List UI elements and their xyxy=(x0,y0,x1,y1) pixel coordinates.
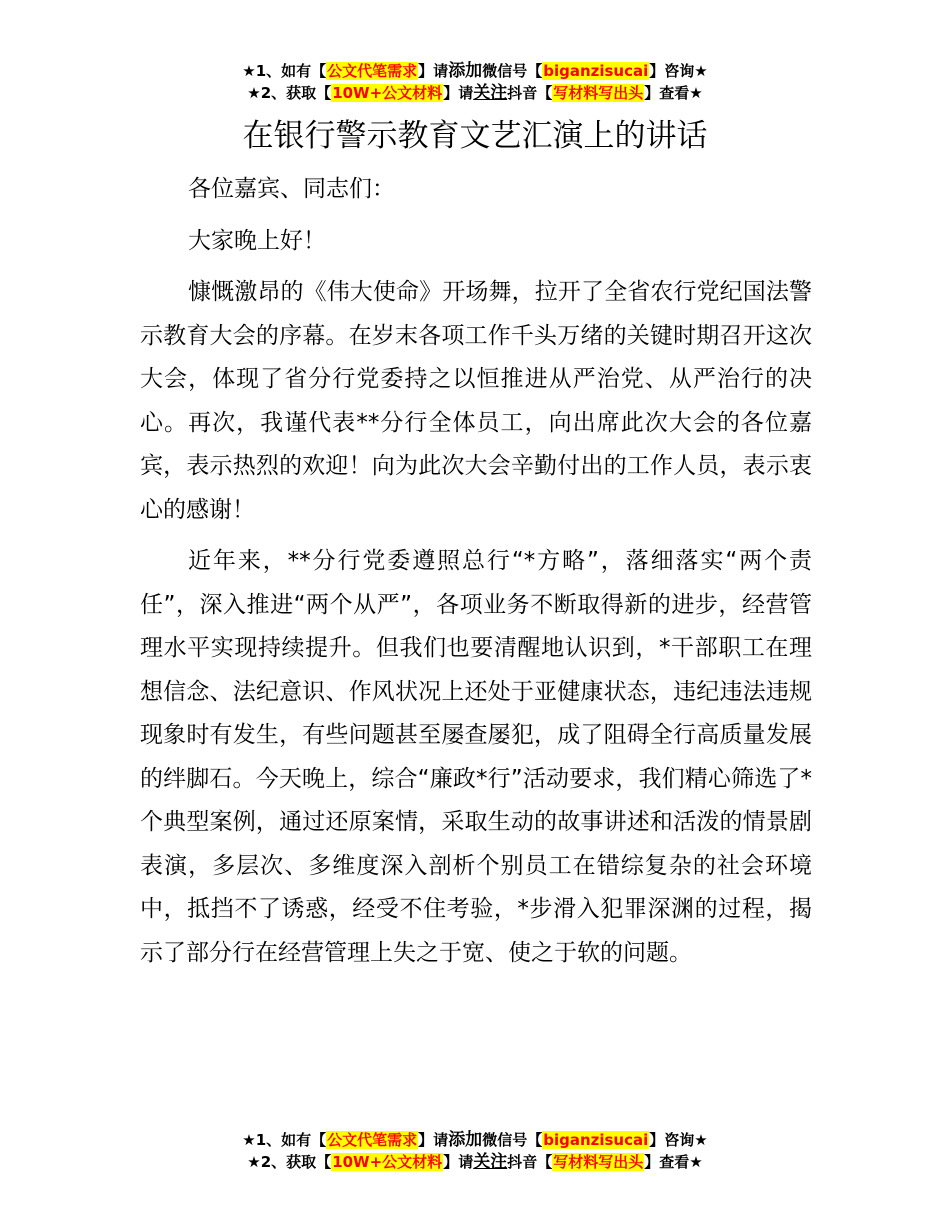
banner-emphasis: 添加 xyxy=(448,61,483,81)
body-paragraph: 慷慨激昂的《伟大使命》开场舞，拉开了全省农行党纪国法警示教育大会的序幕。在岁末各项工作千头万绪的关键时期召开这次大会，体现了省分行党委持之以恒推进从严治党、从严治行的决心。再次，我谨代表**分行全体员工，向出席此次大会的各位嘉宾，表示热烈的欢迎！向为此次大会辛勤付出的工作人员，表示衷心的感谢！ xyxy=(140,279,812,523)
document-title: 在银行警示教育文艺汇演上的讲话 xyxy=(242,118,708,154)
document-body xyxy=(140,168,812,983)
banner-text: 】查看★ xyxy=(644,84,703,102)
banner-emphasis: 关注 xyxy=(473,1152,508,1172)
banner-line-1 xyxy=(0,60,950,82)
body-paragraph: 近年来，**分行党委遵照总行“*方略”，落细落实“两个责任”，深入推进“两个从严”，各项业务不断取得新的进步，经营管理水平实现持续提升。但我们也要清醒地认识到，*干部职工在理想信念、法纪意识、作风状况上还处于亚健康状态，违纪违法违规现象时有发生，有些问题甚至屡查屡犯，成了阻碍全行高质量发展的绊脚石。今天晚上，综合“廉政*行”活动要求，我们精心筛选了*个典型案例，通过还原案情，采取生动的故事讲述和活泼的情景剧表演，多层次、多维度深入剖析个别员工在错综复杂的社会环境中，抵挡不了诱惑，经受不住考验，*步滑入犯罪深渊的过程，揭示了部分行在经营管理上失之于宽、使之于软的问题。 xyxy=(140,548,812,966)
banner-text: 】咨询★ xyxy=(649,1131,708,1149)
banner-text: 】请 xyxy=(418,1131,449,1149)
banner-emphasis: 添加 xyxy=(448,1130,483,1150)
banner-emphasis: 关注 xyxy=(473,83,508,103)
header-banner xyxy=(0,60,950,104)
banner-line-2 xyxy=(0,1151,950,1173)
banner-highlight: 公文代笔需求 xyxy=(327,1131,418,1149)
banner-text: 微信号【 xyxy=(482,1131,543,1149)
banner-text: 】查看★ xyxy=(644,1153,703,1171)
banner-text: 】请 xyxy=(443,84,474,102)
banner-text: 】请 xyxy=(418,62,449,80)
banner-text: 微信号【 xyxy=(482,62,543,80)
banner-text: ★1、如有【 xyxy=(242,62,327,80)
banner-highlight: 公文代笔需求 xyxy=(327,62,418,80)
banner-highlight: 10W+公文材料 xyxy=(332,1153,443,1171)
footer-banner xyxy=(0,1129,950,1173)
banner-douyin-id: 写材料写出头 xyxy=(553,1153,644,1171)
salutation: 各位嘉宾、同志们： xyxy=(188,176,395,202)
banner-text: ★1、如有【 xyxy=(242,1131,327,1149)
banner-wechat-id: biganzisucai xyxy=(543,1131,649,1149)
banner-wechat-id: biganzisucai xyxy=(543,62,649,80)
banner-text: 】咨询★ xyxy=(649,62,708,80)
banner-line-1 xyxy=(0,1129,950,1151)
banner-text: 】请 xyxy=(443,1153,474,1171)
banner-douyin-id: 写材料写出头 xyxy=(553,84,644,102)
banner-line-2 xyxy=(0,82,950,104)
greeting: 大家晚上好！ xyxy=(188,227,326,254)
banner-highlight: 10W+公文材料 xyxy=(332,84,443,102)
banner-text: ★2、获取【 xyxy=(247,1153,332,1171)
banner-text: 抖音【 xyxy=(507,84,553,102)
banner-text: 抖音【 xyxy=(507,1153,553,1171)
banner-text: ★2、获取【 xyxy=(247,84,332,102)
